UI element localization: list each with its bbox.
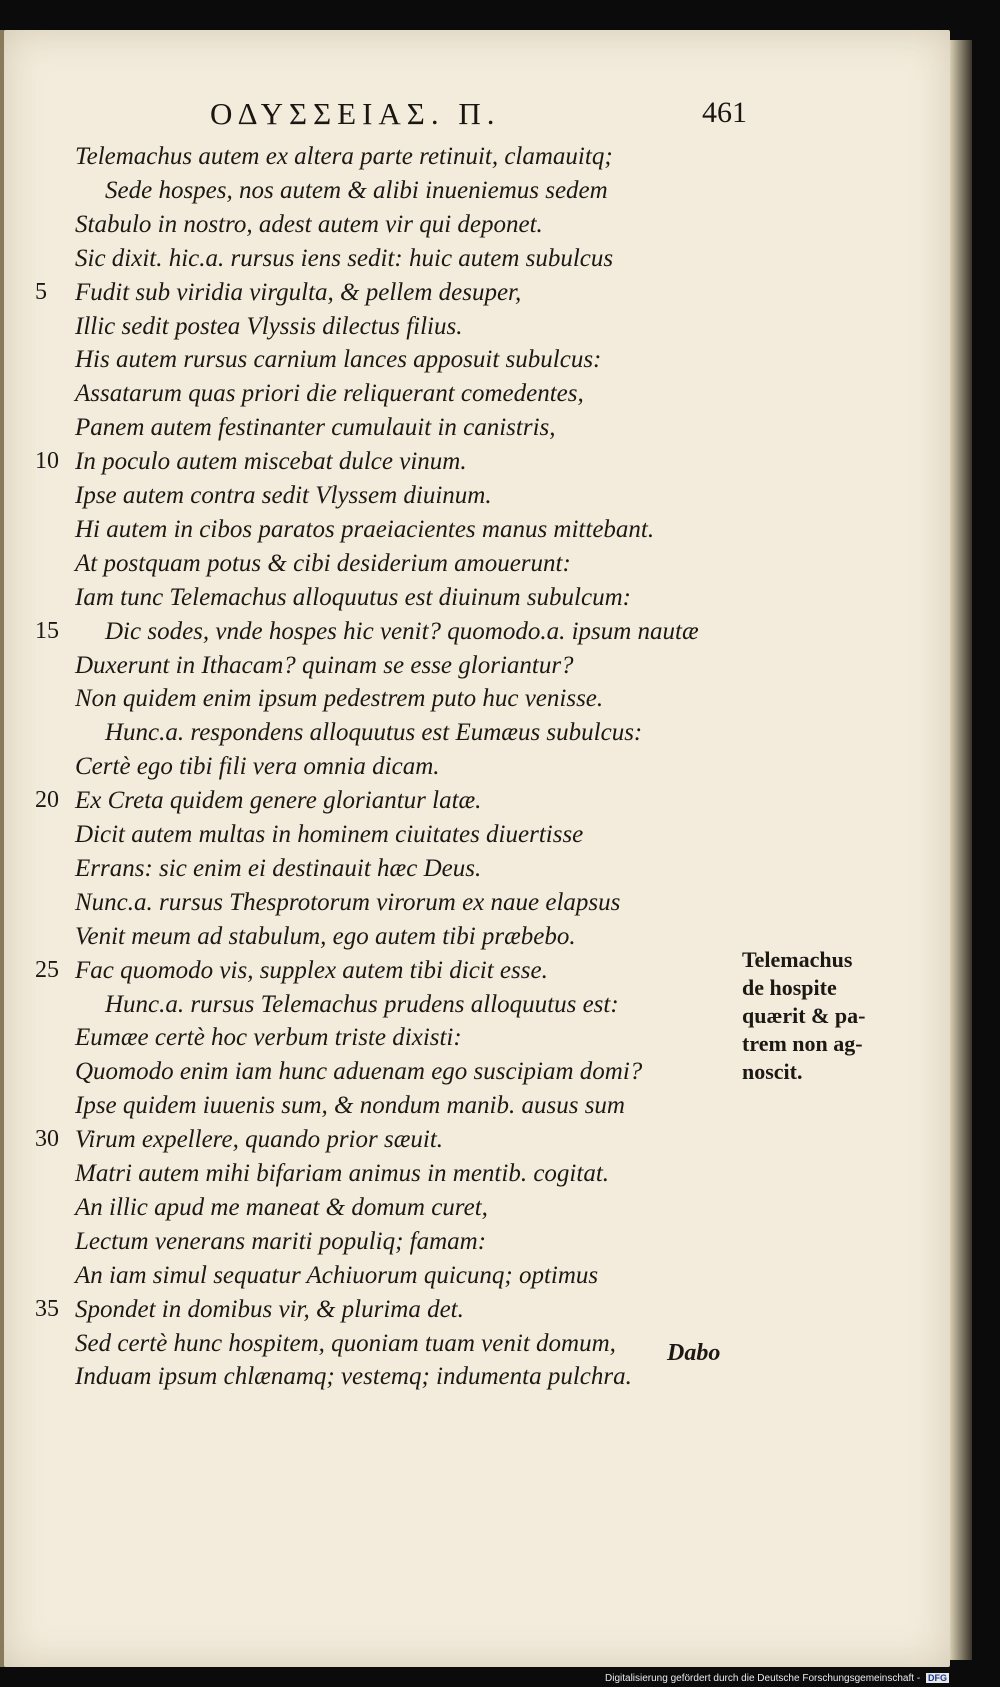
verse-line: Hunc.a. rursus Telemachus prudens alloquutus est: (105, 990, 619, 1018)
margin-note-line: de hospite (742, 975, 837, 1000)
catchword: Dabo (667, 1340, 721, 1366)
margin-note-line: noscit. (742, 1059, 803, 1084)
margin-note-line: quærit & pa- (742, 1003, 866, 1028)
running-title: ΟΔΥΣΣΕΙΑΣ. Π. (210, 96, 501, 131)
verse-line: At postquam potus & cibi desiderium amouerunt: (75, 549, 571, 577)
verse-line: Quomodo enim iam hunc aduenam ego suscipiam domi? (75, 1058, 643, 1086)
verse-line: Nunc.a. rursus Thesprotorum virorum ex naue elapsus (75, 888, 621, 916)
verse-line: Panem autem festinanter cumulauit in canistris, (75, 414, 556, 442)
footer-credit: Digitalisierung gefördert durch die Deutsche Forschungsgemeinschaft - (605, 1673, 921, 1684)
page-fore-edge (950, 40, 972, 1660)
line-number: 10 (35, 448, 59, 475)
dfg-logo: DFG (927, 1673, 947, 1684)
line-number: 25 (35, 956, 59, 983)
line-number: 15 (35, 617, 59, 644)
verse-line: Errans: sic enim ei destinauit hæc Deus. (75, 854, 482, 882)
verse-line: Iam tunc Telemachus alloquutus est diuinum subulcum: (75, 583, 631, 611)
running-header (210, 96, 770, 132)
verse-line: Stabulo in nostro, adest autem vir qui deponet. (75, 210, 543, 238)
verse-line: Venit meum ad stabulum, ego autem tibi præbebo. (75, 922, 576, 950)
verse-line: Fac quomodo vis, supplex autem tibi dicit esse. (75, 956, 548, 984)
digitization-footer (605, 1673, 949, 1687)
verse-line: Dic sodes, vnde hospes hic venit? quomodo.a. ipsum nautæ (105, 617, 699, 645)
verse-line: Sed certè hunc hospitem, quoniam tuam venit domum, (75, 1329, 616, 1357)
verse-line: Ipse quidem iuuenis sum, & nondum manib. ausus sum (75, 1092, 625, 1120)
verse-line: An illic apud me maneat & domum curet, (75, 1193, 488, 1221)
verse-line: In poculo autem miscebat dulce vinum. (75, 448, 467, 476)
verse-line: An iam simul sequatur Achiuorum quicunq; optimus (75, 1261, 599, 1289)
line-number: 5 (35, 278, 47, 305)
verse-line: Sic dixit. hic.a. rursus iens sedit: huic autem subulcus (75, 244, 614, 272)
verse-line: Ex Creta quidem genere gloriantur latæ. (75, 787, 482, 815)
verse-line: Matri autem mihi bifariam animus in mentib. cogitat. (75, 1160, 610, 1187)
verse-line: Hunc.a. respondens alloquutus est Eumæus subulcus: (105, 719, 643, 747)
verse-line: Sede hospes, nos autem & alibi inueniemus sedem (105, 176, 608, 204)
verse-line: Assatarum quas priori die reliquerant comedentes, (75, 380, 584, 408)
margin-note (742, 946, 902, 1086)
line-number: 30 (35, 1126, 59, 1153)
verse-line: Certè ego tibi fili vera omnia dicam. (75, 753, 440, 781)
verse-line: Dicit autem multas in hominem ciuitates diuertisse (75, 821, 584, 848)
verse-line: His autem rursus carnium lances apposuit subulcus: (75, 346, 602, 374)
verse-line: Induam ipsum chlænamq; vestemq; indumenta pulchra. (75, 1363, 632, 1391)
verse-line: Ipse autem contra sedit Vlyssem diuinum. (75, 482, 492, 509)
margin-note-line: trem non ag- (742, 1031, 863, 1056)
margin-note-line: Telemachus (742, 947, 853, 972)
verse-line: Telemachus autem ex altera parte retinuit, clamauitq; (75, 143, 613, 170)
verse-line: Illic sedit postea Vlyssis dilectus filius. (75, 312, 463, 340)
verse-line: Hi autem in cibos paratos praeiacientes manus mittebant. (75, 515, 655, 543)
verse-line: Lectum venerans mariti populiq; famam: (75, 1227, 487, 1255)
verse-line: Fudit sub viridia virgulta, & pellem desuper, (75, 278, 522, 306)
verse-line: Eumæe certè hoc verbum triste dixisti: (75, 1024, 462, 1052)
verse-line: Non quidem enim ipsum pedestrem puto huc venisse. (75, 685, 604, 713)
page-number: 461 (702, 96, 747, 129)
verse-line: Spondet in domibus vir, & plurima det. (75, 1295, 464, 1323)
verse-line: Virum expellere, quando prior sæuit. (75, 1126, 444, 1154)
verse-line: Duxerunt in Ithacam? quinam se esse gloriantur? (75, 651, 574, 679)
line-number: 35 (35, 1295, 59, 1322)
line-number: 20 (35, 787, 59, 814)
